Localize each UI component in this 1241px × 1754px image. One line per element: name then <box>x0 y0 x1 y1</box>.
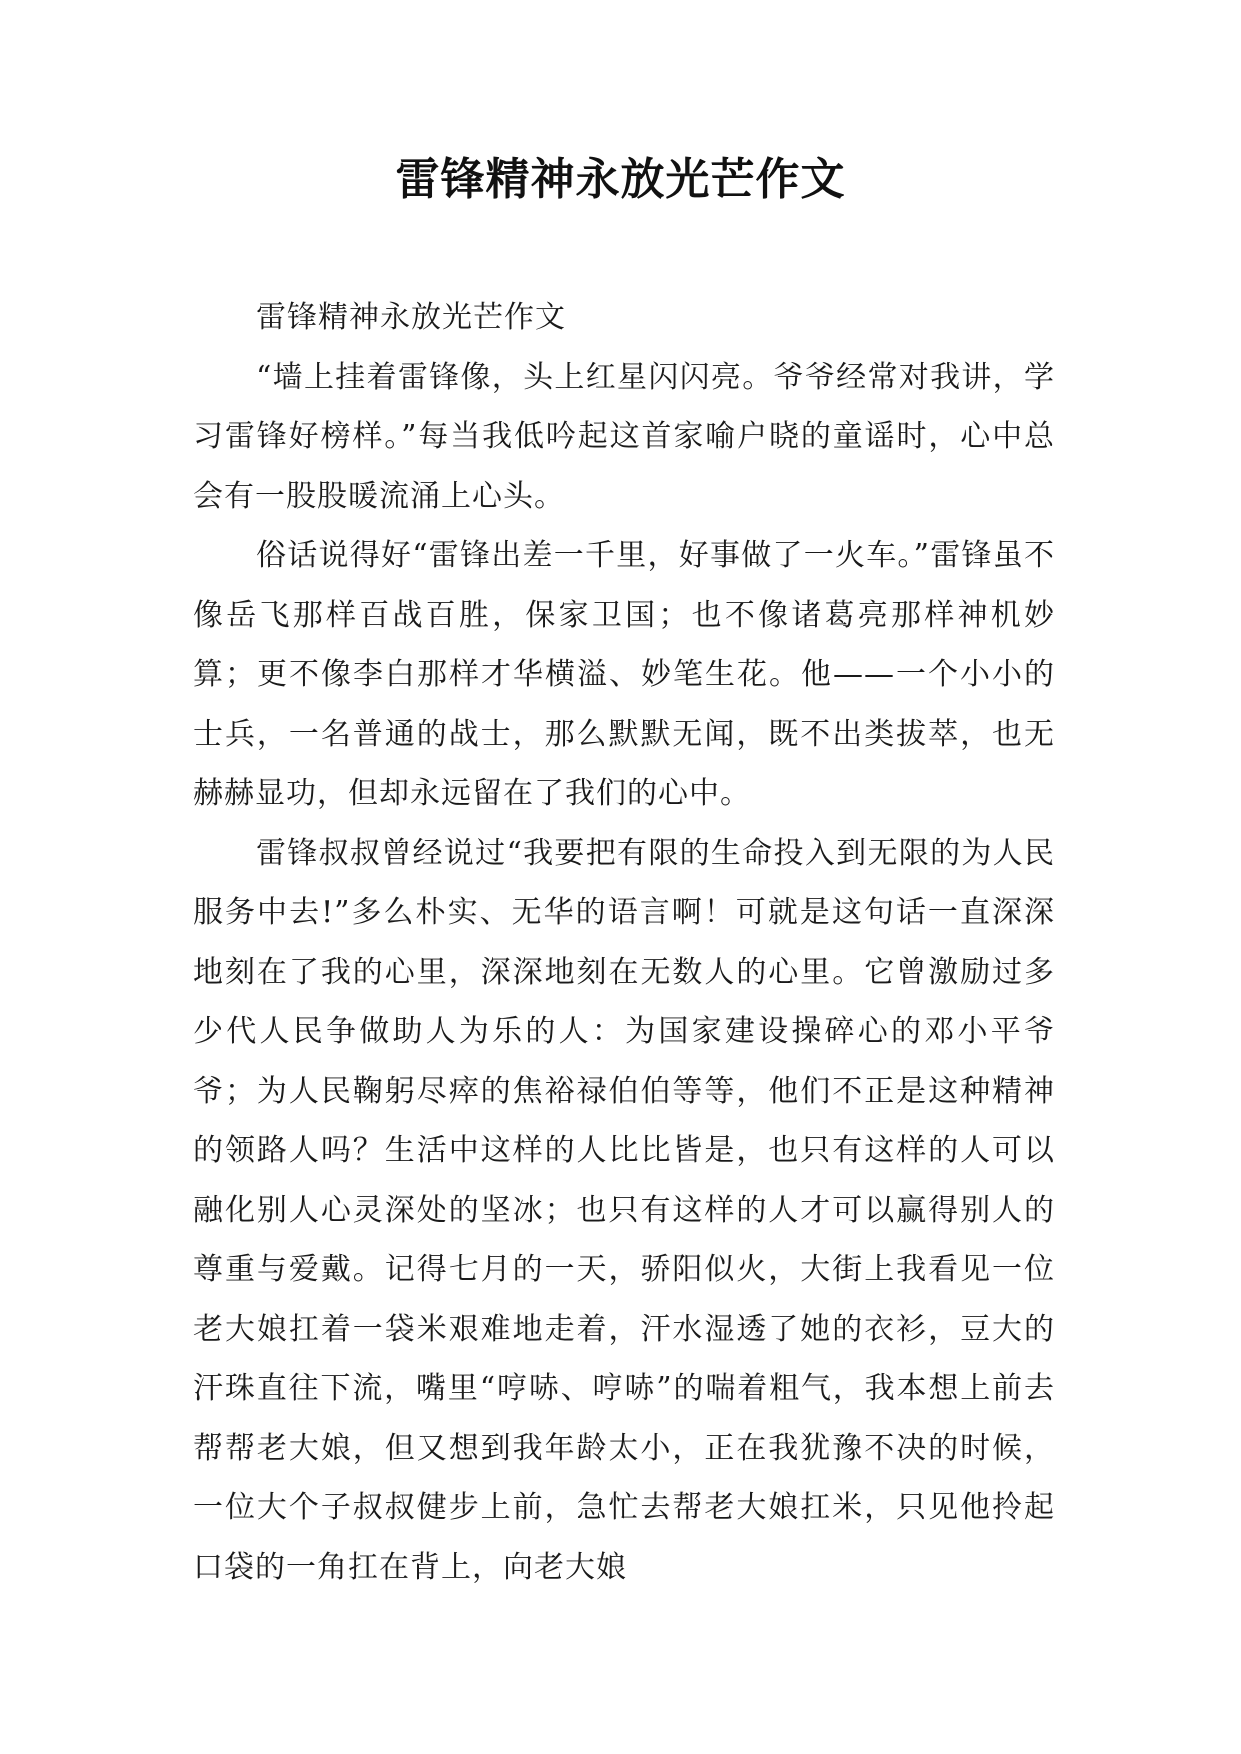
paragraph-1: “墙上挂着雷锋像，头上红星闪闪亮。爷爷经常对我讲，学习雷锋好榜样。”每当我低吟起这首家喻户晓的童谣时，心中总会有一股股暖流涌上心头。 <box>193 359 1055 514</box>
paragraph-2: 俗话说得好“雷锋出差一千里，好事做了一火车。”雷锋虽不像岳飞那样百战百胜，保家卫国；也不像诸葛亮那样神机妙算；更不像李白那样才华横溢、妙笔生花。他——一个小小的士兵，一名普通的战士，那么默默无闻，既不出类拔萃，也无赫赫显功，但却永远留在了我们的心中。 <box>193 538 1055 811</box>
document-body <box>193 288 1055 1597</box>
paragraph-3: 雷锋叔叔曾经说过“我要把有限的生命投入到无限的为人民服务中去!”多么朴实、无华的语言啊！可就是这句话一直深深地刻在了我的心里，深深地刻在无数人的心里。它曾激励过多少代人民争做助人为乐的人：为国家建设操碎心的邓小平爷爷；为人民鞠躬尽瘁的焦裕禄伯伯等等，他们不正是这种精神的领路人吗？生活中这样的人比比皆是，也只有这样的人可以融化别人心灵深处的坚冰；也只有这样的人才可以赢得别人的尊重与爱戴。记得七月的一天，骄阳似火，大街上我看见一位老大娘扛着一袋米艰难地走着，汗水湿透了她的衣衫，豆大的汗珠直往下流，嘴里“哼哧、哼哧”的喘着粗气，我本想上前去帮帮老大娘，但又想到我年龄太小，正在我犹豫不决的时候，一位大个子叔叔健步上前，急忙去帮老大娘扛米，只见他拎起口袋的一角扛在背上，向老大娘 <box>193 835 1055 1585</box>
document-title: 雷锋精神永放光芒作文 <box>395 154 846 205</box>
paragraph-subtitle: 雷锋精神永放光芒作文 <box>256 300 566 335</box>
